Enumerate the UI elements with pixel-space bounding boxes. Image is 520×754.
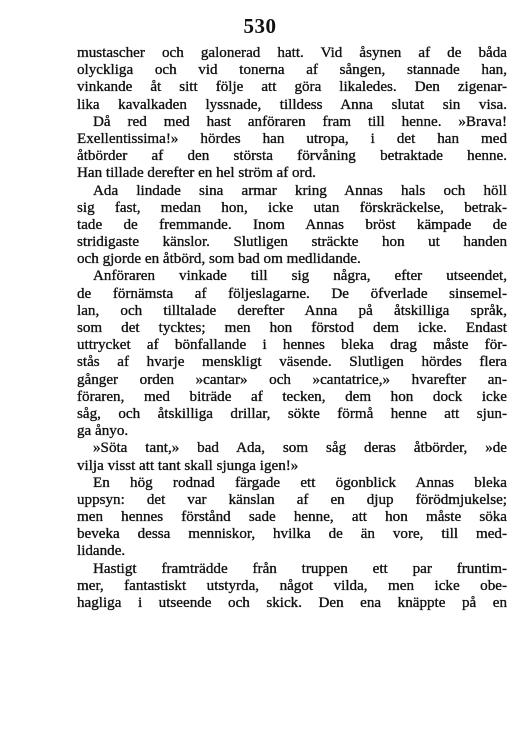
text-line: gånger orden »cantar» och »cantatrice,» hvarefter an- — [77, 371, 507, 388]
text-line: ga ånyo. — [77, 423, 129, 440]
text-line: lika kavalkaden lyssnade, tilldess Anna slutat sin visa. — [77, 96, 507, 113]
text-line: En hög rodnad färgade ett ögonblick Annas bleka — [93, 474, 507, 491]
text-line: föraren, med biträde af tecken, dem hon dock icke — [77, 388, 507, 405]
text-line: vilja visst att tant skall sjunga igen!» — [77, 457, 299, 474]
text-line: sig fast, medan hon, icke utan förskräckelse, betrak- — [77, 199, 507, 216]
text-line: stridigaste känslor. Slutligen sträckte hon ut handen — [77, 234, 507, 251]
text-line: Ada lindade sina armar kring Annas hals och höll — [93, 182, 507, 199]
text-line: beveka dessa menniskor, hvilka de än vore, till med- — [77, 526, 507, 543]
text-line: Han tillade derefter en hel ström af ord. — [77, 165, 316, 182]
text-line: de förnämsta af följeslagarne. De öfverlade sinsemel- — [77, 285, 507, 302]
text-line: uttrycket af bönfallande i hennes bleka drag måste för- — [77, 337, 507, 354]
text-line: lan, och tilltalade derefter Anna på åtskilliga språk, — [77, 302, 507, 319]
page-number: 530 — [243, 14, 277, 38]
text-line: åtbörder af den största förvåning betraktade henne. — [77, 148, 507, 165]
text-line: såg, och åtskilliga drillar, sökte förmå henne att sjun- — [77, 405, 507, 422]
text-line: men hennes förstånd sade henne, att hon måste söka — [77, 509, 507, 526]
text-line: Anföraren vinkade till sig några, efter utseendet, — [93, 268, 507, 285]
text-line: uppsyn: det var känslan af en djup förödmjukelse; — [77, 491, 507, 508]
body-text — [77, 45, 507, 612]
text-line: Då red med hast anföraren fram till henne. »Brava! — [93, 113, 507, 130]
text-line: Exellentissima!» hördes han utropa, i det han med — [77, 130, 507, 147]
text-line: mustascher och galonerad hatt. Vid åsynen af de båda — [77, 45, 507, 61]
text-line: lidande. — [77, 543, 126, 560]
text-line: stås af hvarje menskligt väsende. Slutligen hördes flera — [77, 354, 507, 371]
text-line: tade de fremmande. Inom Annas bröst kämpade de — [77, 216, 507, 233]
text-line: »Söta tant,» bad Ada, som såg deras åtbörder, »de — [93, 440, 507, 457]
text-line: och gjorde en åtbörd, som bad om medlidande. — [77, 251, 361, 268]
text-line: mer, fantastiskt utstyrda, något vilda, men icke obe- — [77, 577, 507, 594]
text-line: Hastigt framträdde från truppen ett par fruntim- — [93, 560, 507, 577]
text-line: hagliga i utseende och skick. Den ena knäppte på en — [77, 595, 507, 611]
text-line: olyckliga och vid tonerna af sången, stannade han, — [77, 62, 507, 79]
text-line: som det tycktes; men hon förstod dem icke. Endast — [77, 320, 507, 336]
text-line: vinkande åt sitt följe att göra likaledes. Den zigenar- — [77, 79, 507, 96]
